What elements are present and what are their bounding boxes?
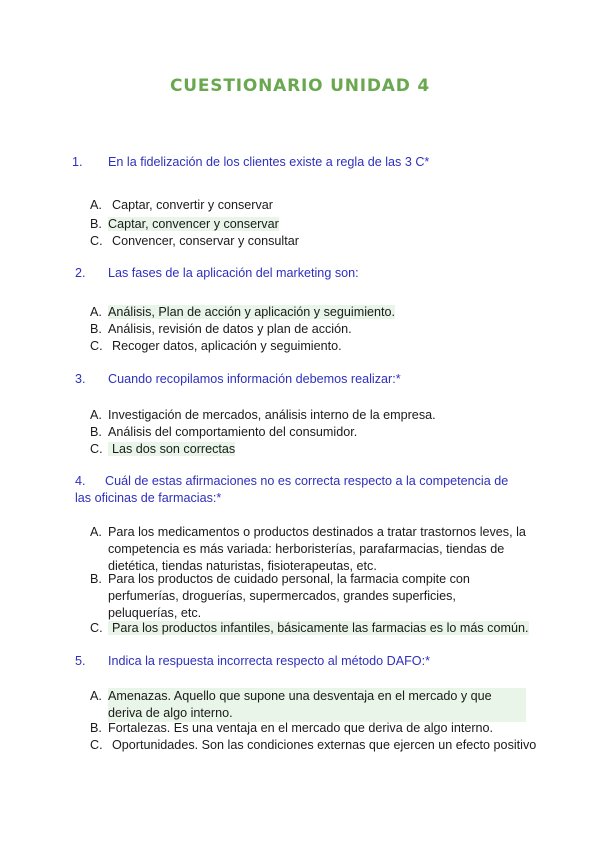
option-letter: A. [90, 408, 102, 422]
question-number: 1. [72, 155, 83, 169]
option-letter: A. [90, 198, 102, 212]
question-3 [72, 371, 532, 388]
option-text-correct: Para los productos infantiles, básicamente las farmacias es lo más común. [108, 621, 529, 635]
option-text: Recoger datos, aplicación y seguimiento. [112, 339, 342, 353]
option-3b [90, 424, 530, 441]
option-text: Análisis del comportamiento del consumidor. [108, 425, 358, 439]
question-4 [75, 473, 525, 507]
option-1b [90, 216, 530, 233]
question-1 [72, 154, 532, 171]
option-text: Convencer, conservar y consultar [112, 234, 299, 248]
question-number: 4. [75, 474, 86, 488]
question-number: 5. [75, 654, 86, 668]
option-text: Captar, convertir y conservar [112, 198, 273, 212]
option-3c [90, 441, 530, 458]
option-5b [90, 720, 530, 737]
option-text: Investigación de mercados, análisis interno de la empresa. [108, 408, 436, 422]
option-1c [90, 233, 530, 250]
option-letter: C. [90, 339, 103, 353]
option-text-correct: Captar, convencer y conservar [108, 217, 279, 231]
option-4b [90, 571, 530, 622]
option-5c [90, 737, 537, 754]
option-text: Para los medicamentos o productos destinados a tratar trastornos leves, la competencia es más variada: herboristerías, parafarmacias, tiendas de dietética, tiendas naturistas, fisioterapeutas, etc. [108, 525, 526, 573]
question-number: 3. [75, 372, 86, 386]
question-text: Las fases de la aplicación del marketing son: [108, 266, 359, 280]
option-letter: A. [90, 305, 102, 319]
option-1a [90, 197, 530, 214]
option-letter: C. [90, 442, 103, 456]
option-2a [90, 304, 530, 321]
option-letter: B. [90, 322, 102, 336]
option-letter: B. [90, 572, 102, 586]
option-5a [90, 688, 530, 722]
option-letter: C. [90, 621, 103, 635]
option-letter: B. [90, 721, 102, 735]
option-3a [90, 407, 530, 424]
option-letter: C. [90, 234, 103, 248]
question-text: Indica la respuesta incorrecta respecto al método DAFO:* [108, 654, 430, 668]
option-text: Para los productos de cuidado personal, la farmacia compite con perfumerías, droguerías, supermercados, grandes superficies, peluquerías, etc. [108, 572, 470, 620]
option-letter: B. [90, 217, 102, 231]
question-5 [75, 653, 535, 670]
option-letter: B. [90, 425, 102, 439]
question-text: Cuál de estas afirmaciones no es correcta respecto a la competencia de las oficinas de farmacias:* [75, 474, 509, 505]
question-text: En la fidelización de los clientes existe a regla de las 3 C* [108, 155, 430, 169]
option-letter: A. [90, 525, 102, 539]
option-text-correct: Las dos son correctas [108, 442, 235, 456]
option-4c [90, 620, 530, 637]
question-number: 2. [75, 266, 86, 280]
option-text: Oportunidades. Son las condiciones externas que ejercen un efecto positivo [112, 738, 537, 752]
option-2c [90, 338, 530, 355]
option-letter: C. [90, 738, 103, 752]
option-text: Análisis, revisión de datos y plan de acción. [108, 322, 352, 336]
option-4a [90, 524, 530, 575]
option-2b [90, 321, 530, 338]
option-text: Fortalezas. Es una ventaja en el mercado que deriva de algo interno. [108, 721, 494, 735]
page-title: CUESTIONARIO UNIDAD 4 [170, 76, 430, 96]
option-text-correct: Amenazas. Aquello que supone una desventaja en el mercado y que deriva de algo interno. [108, 688, 526, 722]
option-text-correct: Análisis, Plan de acción y aplicación y seguimiento. [108, 305, 396, 319]
question-text: Cuando recopilamos información debemos realizar:* [108, 372, 401, 386]
option-letter: A. [90, 689, 102, 703]
question-2 [72, 265, 532, 282]
